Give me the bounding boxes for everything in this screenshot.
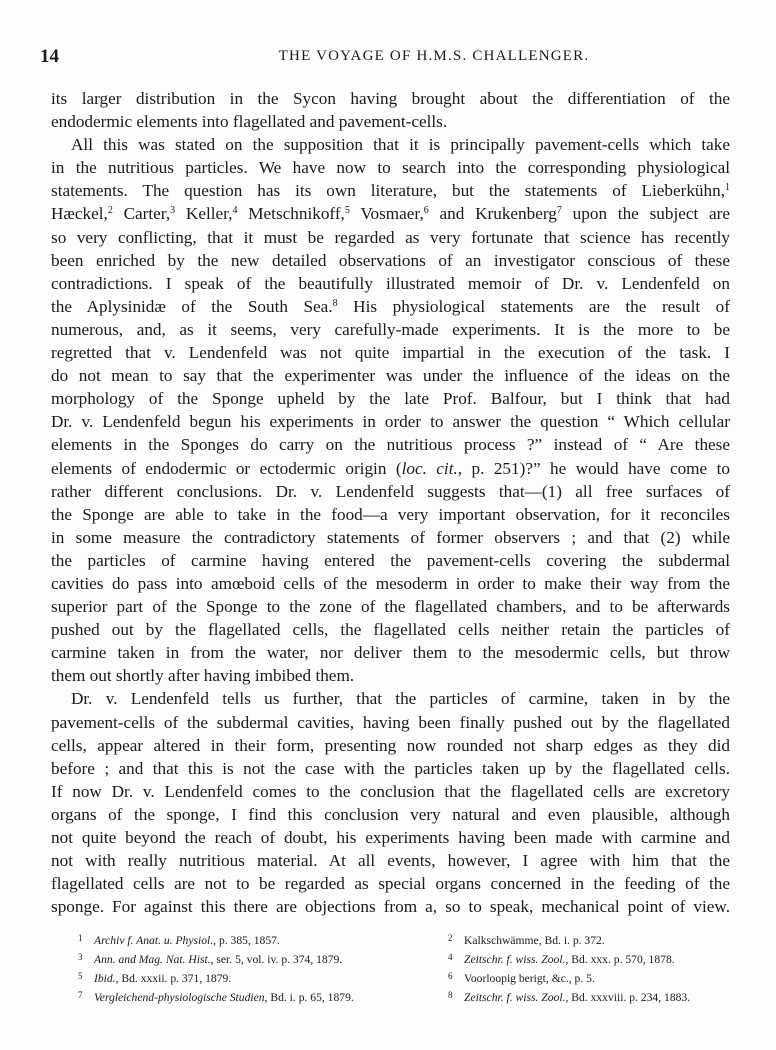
text-line: in the nutritious particles. We have now to search into the corresponding physiological <box>51 158 730 178</box>
text-line: its larger distribution in the Sycon having brought about the differentiation of the <box>51 89 730 108</box>
footnotes-left-column <box>78 930 354 1006</box>
footnote-ref: 6 <box>423 205 429 217</box>
footnote-ref: 8 <box>332 297 338 309</box>
footnote-ref: 5 <box>344 205 350 217</box>
text-line: been enriched by the new detailed observations of an investigator conscious of these <box>51 250 730 270</box>
text-line: regretted that v. Lendenfeld was not quite impartial in the execution of the task. I <box>51 343 730 363</box>
text-line: pavement-cells of the subdermal cavities, having been finally pushed out by the flagellated <box>51 712 730 732</box>
text-line: elements in the Sponges do carry on the nutritious process ?” instead of “ Are these <box>51 435 730 455</box>
footnote-ref: 3 <box>170 205 176 217</box>
text-line: the particles of carmine having entered the pavement-cells covering the subdermal <box>51 550 730 570</box>
footnote: 6 Voorloopig berigt, &c., p. 5. <box>448 971 595 985</box>
text-line: before ; and that this is not the case with the particles taken up by the flagellated cells. <box>51 758 730 778</box>
running-head <box>40 46 736 70</box>
footnote-ref: 4 <box>232 205 238 217</box>
citation-italic: loc. cit. <box>401 458 458 478</box>
text-line: statements. The question has its own literature, but the statements of Lieberkühn,$^1$ <box>51 181 730 201</box>
page-number: 14 <box>40 46 59 67</box>
text-line: endodermic elements into flagellated and pavement-cells. <box>51 112 448 132</box>
footnote: 2 Kalkschwämme, Bd. i. p. 372. <box>448 933 605 947</box>
footnote: 7 Vergleichend-physiologische Studien, Bd. i. p. 65, 1879. <box>78 990 354 1004</box>
text-line: the Aplysinidæ of the South Sea.$^8$ His physiological statements are the result of <box>51 296 730 316</box>
footnote: 8 Zeitschr. f. wiss. Zool., Bd. xxxviii. p. 234, 1883. <box>448 990 691 1004</box>
text-line: Hæckel,$^2$ Carter,$^3$ Keller,$^4$ Metschnikoff,$^5$ Vosmaer,$^6$ and Krukenberg$^7$ upon the subject are <box>51 204 731 224</box>
footnote-ref: 2 <box>107 205 113 217</box>
text-line: cavities do pass into amœboid cells of the mesoderm in order to make their way from the <box>51 573 730 593</box>
text-line: numerous, and, as it seems, very carefully-made experiments. It is the more to be <box>51 319 730 339</box>
text-line: Dr. v. Lendenfeld begun his experiments in order to answer the question “ Which cellular <box>51 412 730 432</box>
text-line: the Sponge are able to take in the food—a very important observation, for it reconciles <box>51 504 730 524</box>
text-line: Dr. v. Lendenfeld tells us further, that the particles of carmine, taken in by the <box>71 689 730 709</box>
text-line: If now Dr. v. Lendenfeld comes to the conclusion that the flagellated cells are excretory <box>51 781 730 801</box>
text-line: morphology of the Sponge upheld by the late Prof. Balfour, but I think that had <box>51 389 730 409</box>
running-title: THE VOYAGE OF H.M.S. CHALLENGER. <box>278 48 590 64</box>
text-line: superior part of the Sponge to the zone of the flagellated chambers, and to be afterwards <box>51 597 730 617</box>
text-line: organs of the sponge, I find this conclusion very natural and even plausible, although <box>51 804 730 824</box>
text-line: sponge. For against this there are objections from a, so to speak, mechanical point of view. <box>51 897 730 917</box>
text-line: elements of endodermic or ectodermic origin (loc. cit., p. 251)?” he would have come to <box>51 458 730 478</box>
text-line: in some measure the contradictory statements of former observers ; and that (2) while <box>51 527 730 547</box>
text-line: All this was stated on the supposition that it is principally pavement-cells which take <box>71 135 730 155</box>
text-line: pushed out by the flagellated cells, the flagellated cells neither retain the particles of <box>51 620 730 640</box>
text-line: do not mean to say that the experimenter was under the influence of the ideas on the <box>51 366 730 386</box>
footnotes-right-column <box>448 930 690 1006</box>
text-line: them out shortly after having imbibed them. <box>51 666 355 686</box>
text-line: rather different conclusions. Dr. v. Lendenfeld suggests that—(1) all free surfaces of <box>51 481 730 501</box>
footnote-ref: 1 <box>725 182 730 194</box>
text-line: contradictions. I speak of the beautifully illustrated memoir of Dr. v. Lendenfeld on <box>51 273 730 293</box>
text-line: flagellated cells are not to be regarded as special organs concerned in the feeding of the <box>51 874 730 894</box>
text-line: so very conflicting, that it must be regarded as very fortunate that science has recently <box>51 227 730 247</box>
text-line: carmine taken in from the water, nor deliver them to the mesodermic cells, but throw <box>51 643 730 663</box>
footnote: 5 Ibid., Bd. xxxii. p. 371, 1879. <box>78 971 232 985</box>
footnote: 4 Zeitschr. f. wiss. Zool., Bd. xxx. p. 570, 1878. <box>448 952 675 966</box>
footnote: 1 Archiv f. Anat. u. Physiol., p. 385, 1857. <box>78 933 280 947</box>
footnote: 3 Ann. and Mag. Nat. Hist., ser. 5, vol. iv. p. 374, 1879. <box>78 952 343 966</box>
text-line: cells, appear altered in their form, presenting now rounded not sharp edges as they did <box>51 735 730 755</box>
body-text <box>51 87 730 918</box>
text-line: not quite beyond the reach of doubt, his experiments having been made with carmine and <box>51 828 730 847</box>
footnote-ref: 7 <box>556 205 562 217</box>
text-line: not with really nutritious material. At all events, however, I agree with him that the <box>51 851 730 871</box>
